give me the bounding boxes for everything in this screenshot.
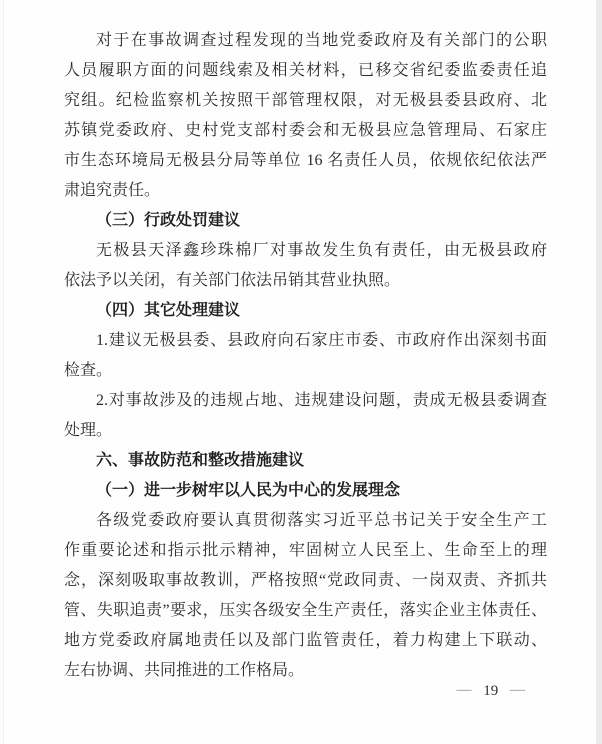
paragraph-line: 市生态环境局无极县分局等单位 16 名责任人员，依规依纪依法严 [64,152,547,169]
paragraph-line: 2.对事故涉及的违规占地、违规建设问题，责成无极县委调查 [96,392,547,409]
section-heading: （四）其它处理建议 [96,302,241,319]
section-heading: 六、事故防范和整改措施建议 [96,452,305,469]
page-number-dash-left: — [456,682,472,698]
paragraph-line: 苏镇党委政府、史村党支部村委会和无极县应急管理局、石家庄 [64,122,547,139]
paragraph-line: 无极县天泽鑫珍珠棉厂对事故发生负有责任，由无极县政府 [96,242,547,259]
paragraph-line: 依法予以关闭，有关部门依法吊销其营业执照。 [64,272,401,289]
paragraph-line: 究组。纪检监察机关按照干部管理权限，对无极县委县政府、北 [64,92,547,109]
paragraph-line: 对于在事故调查过程发现的当地党委政府及有关部门的公职 [96,32,547,49]
paragraph-line: 左右协调、共同推进的工作格局。 [64,662,305,679]
page-right-edge [596,0,602,744]
page-number-dash-right: — [510,682,525,698]
paragraph-line: 各级党委政府要认真贯彻落实习近平总书记关于安全生产工 [96,512,547,529]
paragraph-line: 肃追究责任。 [64,182,161,199]
paragraph-line: 检查。 [64,362,113,379]
page-left-edge [3,0,4,744]
paragraph-line: 念，深刻吸取事故教训，严格按照“党政同责、一岗双责、齐抓共 [64,572,547,589]
paragraph-line: 1.建议无极县委、县政府向石家庄市委、市政府作出深刻书面 [96,332,547,349]
section-heading: （一）进一步树牢以人民为中心的发展理念 [96,482,401,499]
paragraph-line: 处理。 [64,422,113,439]
paragraph-line: 地方党委政府属地责任以及部门监管责任，着力构建上下联动、 [64,632,547,649]
page-footer [64,682,547,700]
paragraph-line: 作重要论述和指示批示精神，牢固树立人民至上、生命至上的理 [64,542,547,559]
document-body [64,26,547,686]
paragraph-line: 人员履职方面的问题线索及相关材料，已移交省纪委监委责任追 [64,62,547,79]
section-heading: （三）行政处罚建议 [96,212,241,229]
paragraph-line: 管、失职追责”要求，压实各级安全生产责任，落实企业主体责任、 [64,602,547,619]
page-number-block [457,683,526,700]
page-number: 19 [483,683,499,699]
